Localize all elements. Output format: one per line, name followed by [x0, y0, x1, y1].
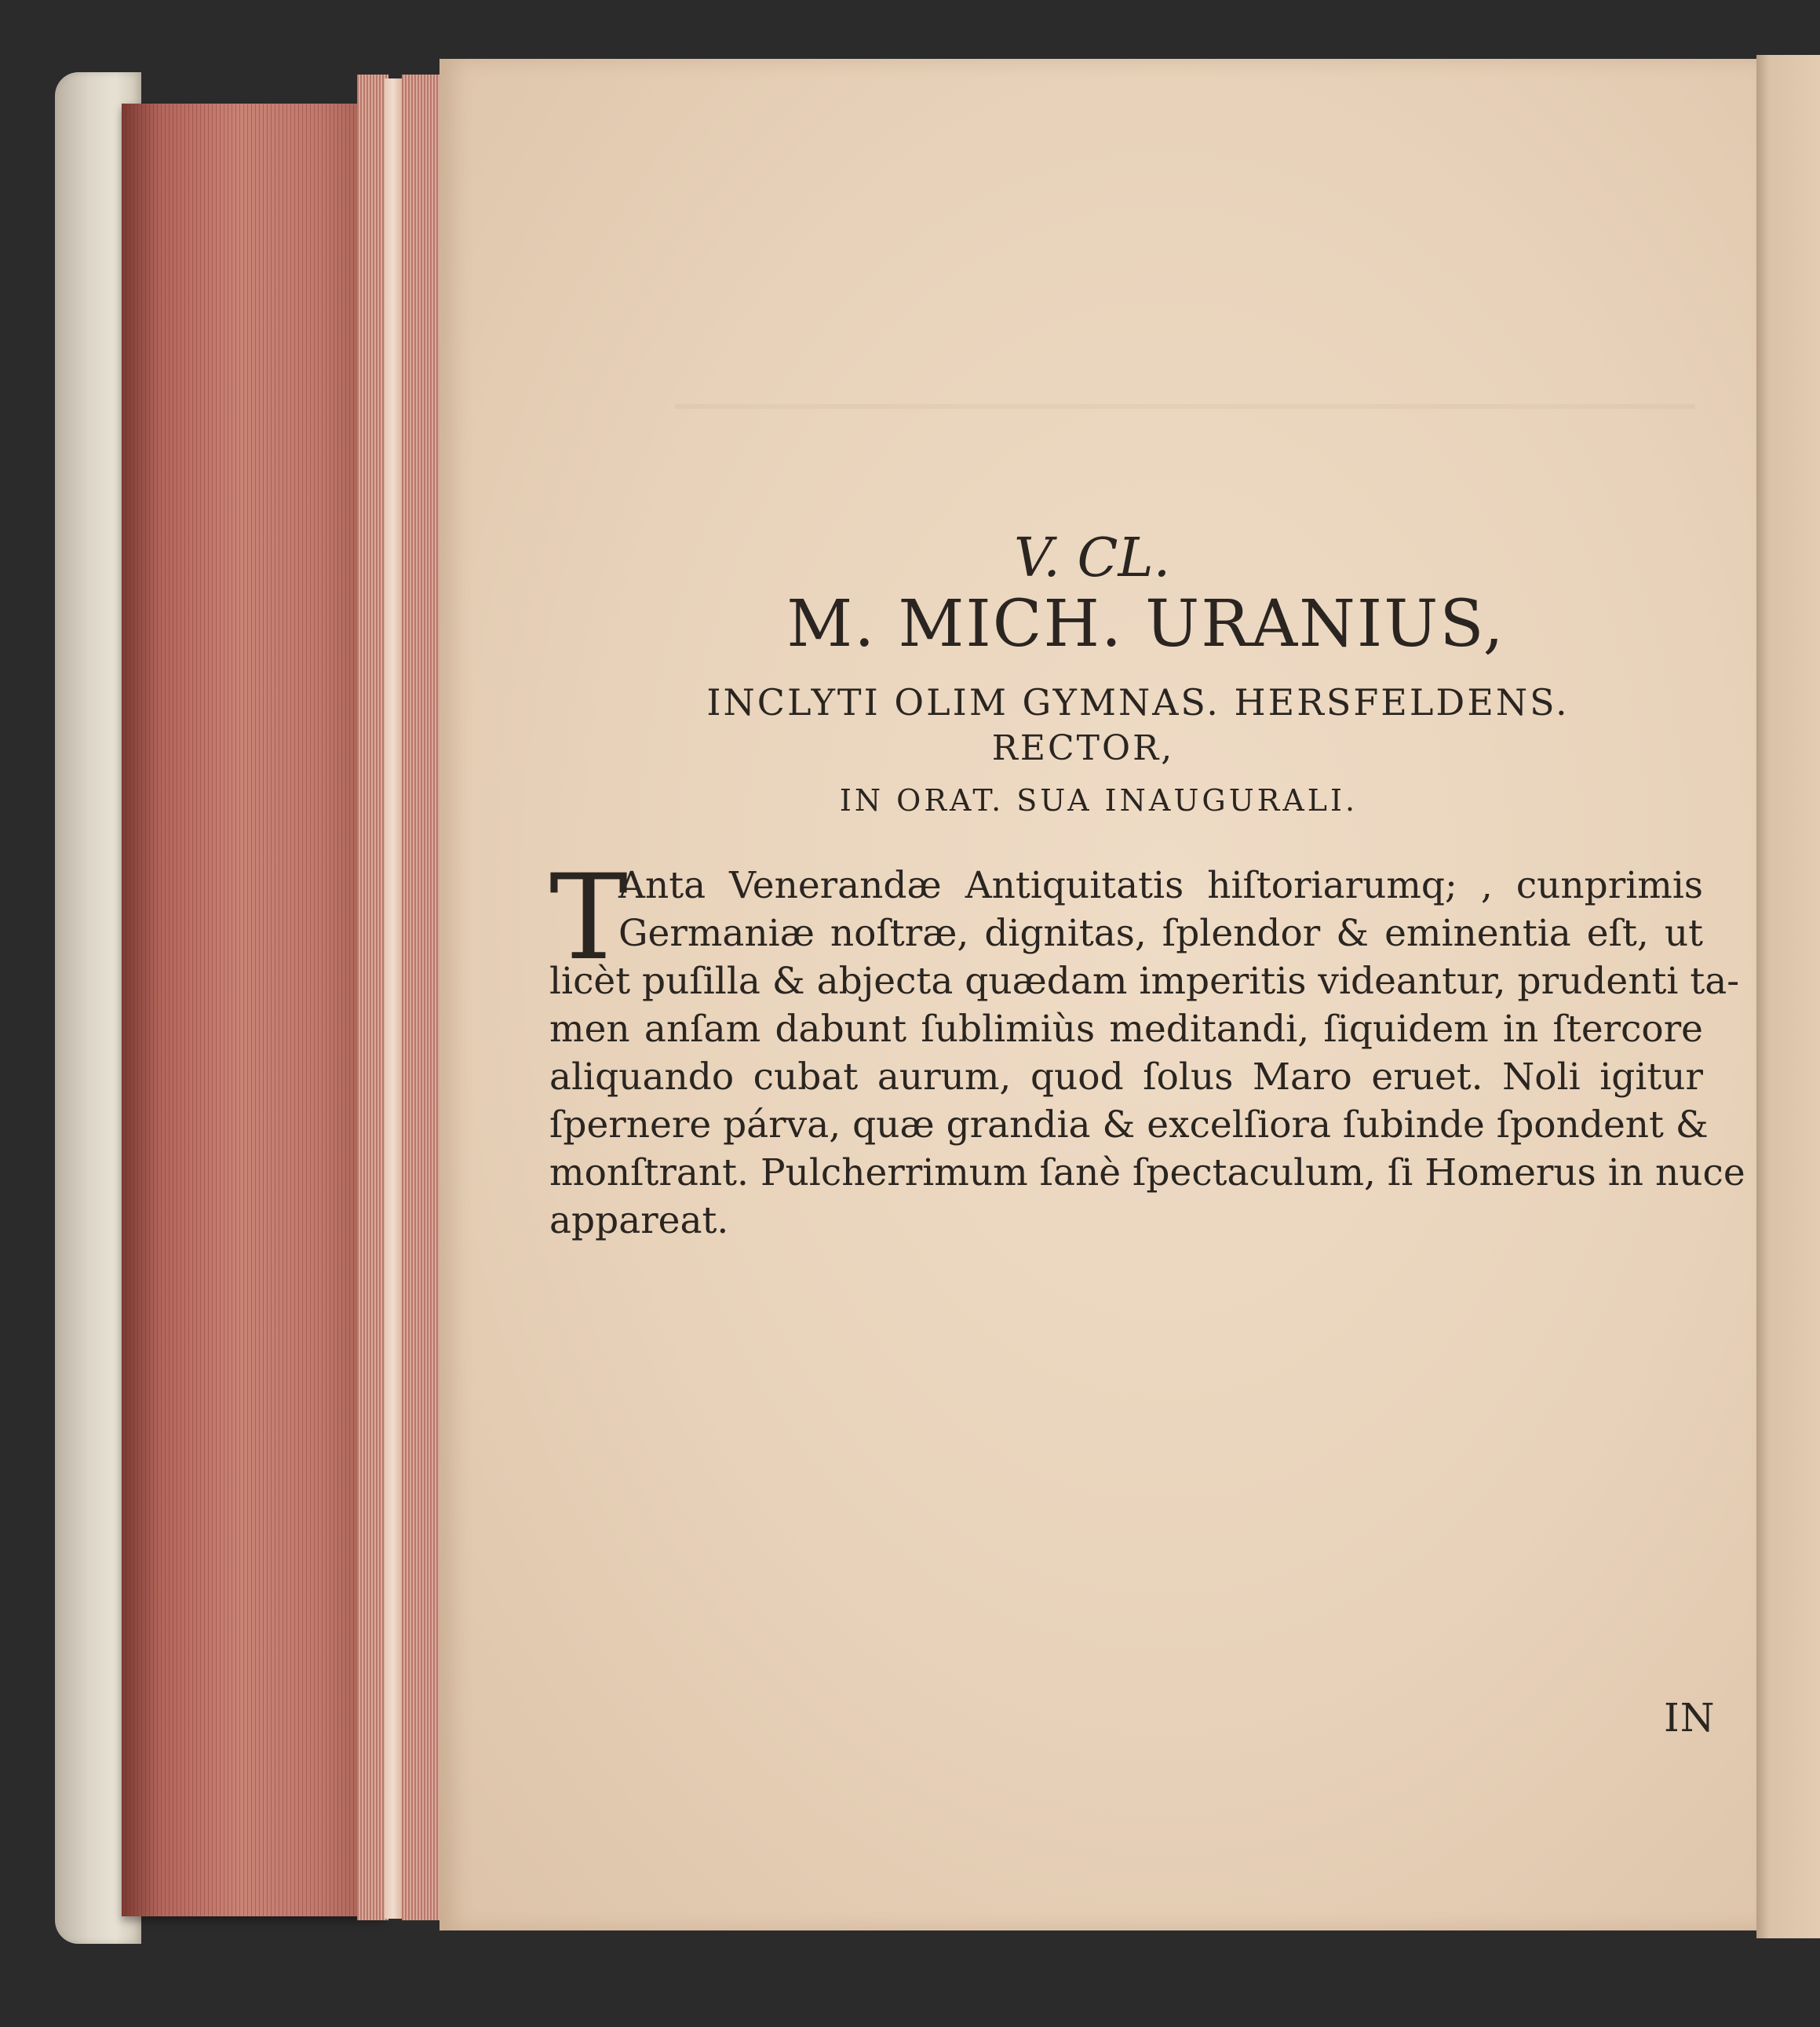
page-edge-strip	[357, 75, 388, 1920]
red-page-edges	[122, 104, 385, 1916]
facing-page-edge	[1756, 55, 1820, 1938]
text-line: Germaniæ noſtræ, dignitas, ſplendor & eminentia eſt, ut	[618, 912, 1703, 955]
text-line: men anſam dabunt ſublimiùs meditandi, ſiquidem in ſtercore	[549, 1008, 1703, 1051]
text-line: appareat.	[549, 1199, 729, 1242]
text-line: ſpernere párva, quæ grandia & excelſiora ſubinde ſpondent &	[549, 1103, 1709, 1147]
page-edge-strip	[402, 75, 441, 1920]
drop-cap: T	[549, 850, 629, 986]
text-line: licèt puſilla & abjecta quædam imperitis videantur, prudenti ta-	[549, 960, 1740, 1003]
heading-title-line: RECTOR,	[991, 728, 1175, 768]
heading-author-name: M. MICH. URANIUS,	[786, 587, 1505, 662]
text-line: monſtrant. Pulcherrimum ſanè ſpectaculum, ſi Homerus in nuce	[549, 1151, 1745, 1194]
heading-title-line: INCLYTI OLIM GYMNAS. HERSFELDENS.	[706, 681, 1570, 724]
text-line: Anta Venerandæ Antiquitatis hiſtoriarumq; , cunprimis	[618, 864, 1703, 907]
heading-vcl: V. CL.	[1014, 527, 1171, 589]
body-paragraph	[549, 862, 1745, 1245]
catchword: IN	[1664, 1695, 1716, 1741]
text-line: aliquando cubat aurum, quod ſolus Maro eruet. Noli igitur	[549, 1055, 1703, 1099]
heading-title-line: IN ORAT. SUA INAUGURALI.	[839, 783, 1359, 818]
page-edge-strip-light	[385, 78, 402, 1919]
